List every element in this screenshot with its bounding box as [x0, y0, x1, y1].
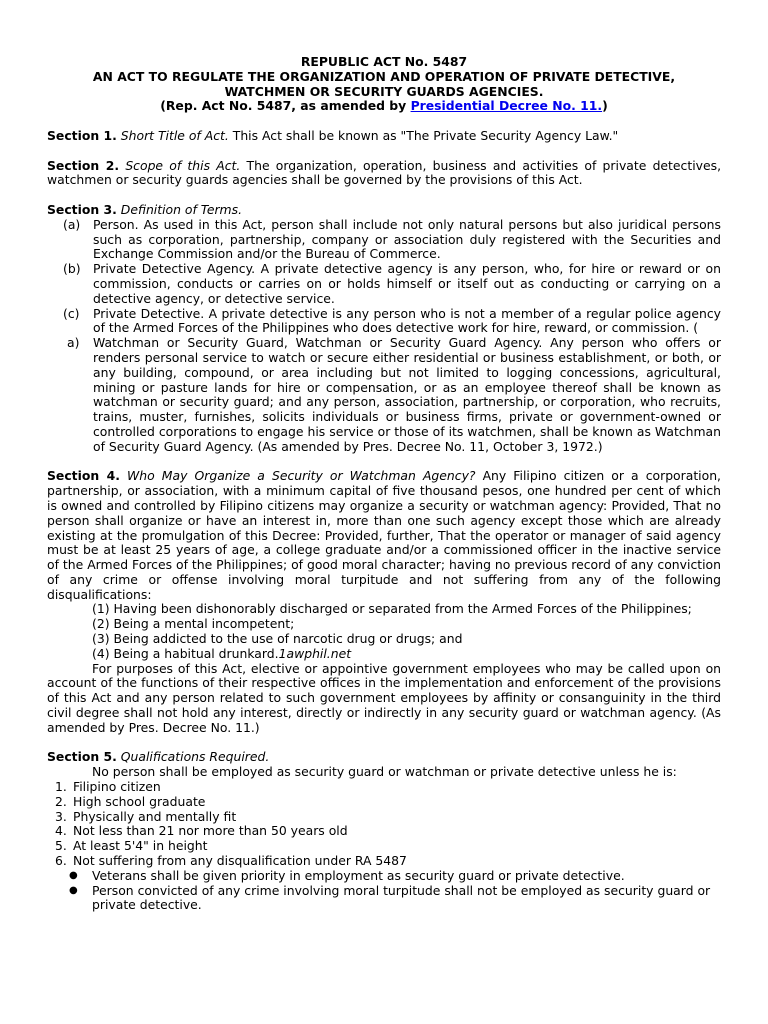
- section-4-text: Any Filipino citizen or a corporation, partnership, or association, with a minimum capital of five thousand pesos, one hundred per cent of which is owned and controlled by Filipino citizens may organize a security or watchman agency: Provided, That no person shall organize or have an interest in, more than one such agency except those which are already existing at the promulgation of this Decree: Provided, further, That the operator or manager of said agency must be at least 25 years of age, a college graduate and/or a commissioned officer in the inactive service of the Armed Forces of the Philippines; of good moral character; having no previous record of any conviction of any crime or offense involving moral turpitude and not suffering from any of the following disqualifications:: [47, 468, 721, 602]
- definition-person: [47, 218, 721, 262]
- section-5: [47, 750, 721, 913]
- presidential-decree-link[interactable]: Presidential Decree No. 11.: [410, 98, 603, 114]
- qualification-item: [47, 839, 721, 854]
- section-5-intro: No person shall be employed as security guard or watchman or private detective unless he is:: [92, 764, 677, 780]
- act-title-line-1: AN ACT TO REGULATE THE ORGANIZATION AND OPERATION OF PRIVATE DETECTIVE,: [92, 68, 676, 84]
- section-2-title: Scope of this Act.: [125, 157, 241, 173]
- definition-text: Private Detective Agency. A private detective agency is any person, who, for hire or reward or on commission, conducts or carries on or holds himself or itself out as conducting or carrying on a detective agency, or detective service.: [93, 261, 721, 306]
- qualification-item: [47, 780, 721, 795]
- amendment-note: [47, 99, 721, 114]
- section-2-label: Section 2.: [47, 157, 120, 173]
- act-number: REPUBLIC ACT No. 5487: [300, 54, 468, 69]
- qualification-text: Not less than 21 nor more than 50 years old: [73, 823, 348, 839]
- definition-private-detective: [47, 307, 721, 337]
- section-4-title: Who May Organize a Security or Watchman Agency?: [127, 468, 476, 484]
- section-2: [47, 159, 721, 189]
- section-3-title: Definition of Terms.: [120, 201, 243, 217]
- section-5-title: Qualifications Required.: [120, 749, 270, 765]
- section-5-label: Section 5.: [47, 749, 117, 765]
- qualification-item: [47, 810, 721, 825]
- qualification-text: At least 5'4" in height: [73, 838, 208, 854]
- document-page: [47, 55, 721, 913]
- amendment-prefix: (Rep. Act No. 5487, as amended by: [160, 98, 411, 114]
- qualification-number: 2.: [55, 793, 67, 809]
- qualification-text: Physically and mentally fit: [73, 808, 237, 824]
- section-1-text: This Act shall be known as "The Private Security Agency Law.": [228, 127, 619, 143]
- qualification-text: Filipino citizen: [73, 779, 161, 795]
- amendment-suffix: ): [602, 98, 608, 114]
- bullet-text: Veterans shall be given priority in employment as security guard or private detective.: [92, 867, 625, 883]
- disqualification-text: (4) Being a habitual drunkard.: [92, 645, 279, 661]
- section-1-title: Short Title of Act.: [120, 127, 229, 143]
- document-header: [47, 55, 721, 114]
- qualification-item: [47, 854, 721, 869]
- section-3-label: Section 3.: [47, 201, 117, 217]
- section-4: [47, 469, 721, 735]
- definition-label: (b): [63, 261, 81, 277]
- qualification-number: 6.: [55, 853, 67, 869]
- qualification-number: 3.: [55, 808, 67, 824]
- section-1: [47, 129, 721, 144]
- bullet-item: [47, 884, 721, 914]
- disqualification-item: (3) Being addicted to the use of narcotic drug or drugs; and: [92, 631, 463, 647]
- watermark-text: 1awphil.net: [278, 645, 352, 661]
- disqualification-item: (2) Being a mental incompetent;: [92, 616, 295, 632]
- definition-watchman-security-guard: [47, 336, 721, 454]
- section-2-text: The organization, operation, business and activities of private detectives, watchmen or security guards agencies shall be governed by the provisions of this Act.: [47, 157, 722, 188]
- qualification-number: 4.: [55, 823, 67, 839]
- section-1-label: Section 1.: [47, 127, 117, 143]
- definition-text: Private Detective. A private detective is any person who is not a member of a regular police agency of the Armed Forces of the Philippines who does detective work for hire, reward, or commission. (: [93, 305, 721, 336]
- disqualification-item: [47, 647, 721, 662]
- definition-label: a): [67, 335, 80, 351]
- definition-label: (a): [63, 216, 81, 232]
- qualification-item: [47, 795, 721, 810]
- definition-text: Person. As used in this Act, person shall include not only natural persons but also juridical persons such as corporation, partnership, company or association duly registered with the Securities and Exchange Commission and/or the Bureau of Commerce.: [93, 216, 721, 262]
- section-3: [47, 203, 721, 455]
- disqualification-item: (1) Having been dishonorably discharged or separated from the Armed Forces of the Philippines;: [92, 601, 692, 617]
- definition-text: Watchman or Security Guard, Watchman or Security Guard Agency. Any person who offers or renders personal service to watch or secure either residential or business establishment, or both, or any building, compound, or area including but not limited to logging concessions, agricultural, mining or pasture lands for hire or compensation, or as an employee thereof shall be known as watchman or security guard; and any person, association, partnership, or corporation, who recruits, trains, muster, furnishes, solicits individuals or business firms, private or government-owned or controlled corporations to engage his service or those of its watchmen, shall be known as Watchman of Security Guard Agency. (As amended by Pres. Decree No. 11, October 3, 1972.): [93, 335, 721, 454]
- bullet-text: Person convicted of any crime involving moral turpitude shall not be employed as security guard or private detective.: [92, 882, 711, 913]
- bullet-icon: ●: [69, 884, 78, 896]
- qualification-number: 1.: [55, 779, 67, 795]
- qualification-text: Not suffering from any disqualification under RA 5487: [73, 853, 407, 869]
- definition-private-detective-agency: [47, 262, 721, 306]
- qualification-text: High school graduate: [73, 793, 206, 809]
- section-4-label: Section 4.: [47, 468, 120, 484]
- act-title-line-2: WATCHMEN OR SECURITY GUARDS AGENCIES.: [224, 83, 544, 99]
- section-4-paragraph: For purposes of this Act, elective or appointive government employees who may be called upon on account of the functions of their respective offices in the implementation and enforcement of the provisions of this Act and any person related to such government employees by affinity or consanguinity in the third civil degree shall not hold any interest, directly or indirectly in any security guard or watchman agency. (As amended by Pres. Decree No. 11.): [47, 660, 721, 735]
- definition-label: (c): [63, 305, 80, 321]
- qualification-number: 5.: [55, 838, 67, 854]
- bullet-item: [47, 869, 721, 884]
- qualification-item: [47, 824, 721, 839]
- bullet-icon: ●: [69, 869, 78, 881]
